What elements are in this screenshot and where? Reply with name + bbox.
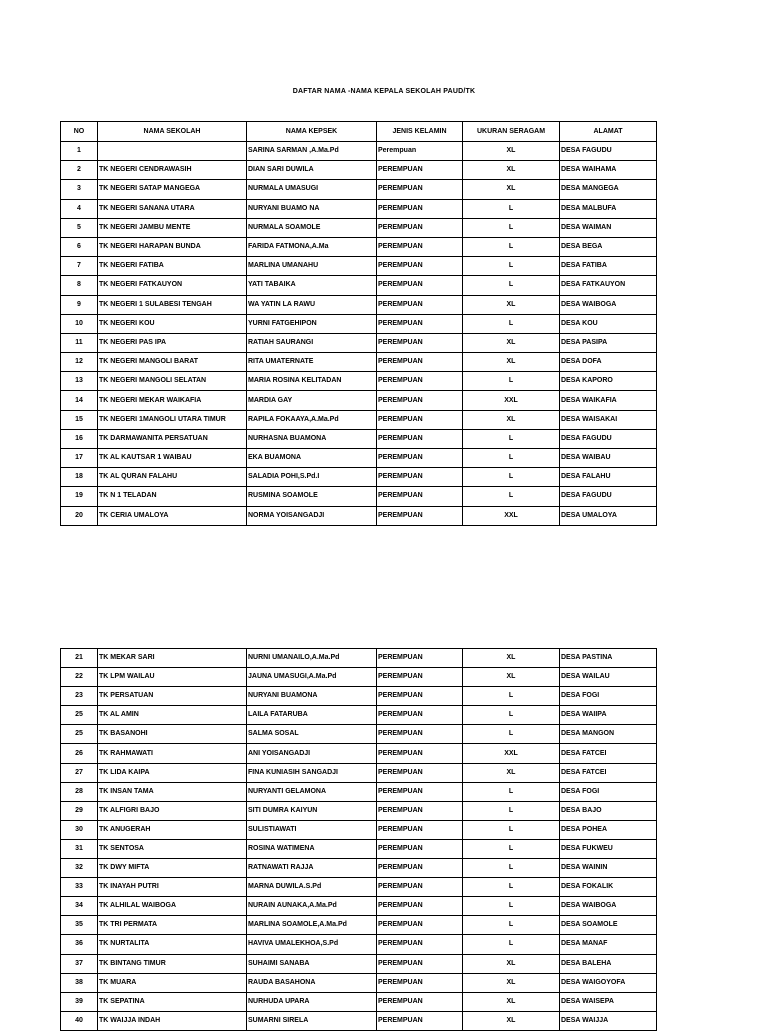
cell-uniform-size: XL — [463, 142, 560, 161]
cell-no: 37 — [61, 954, 98, 973]
cell-no: 28 — [61, 782, 98, 801]
cell-principal-name: RAUDA BASAHONA — [247, 973, 377, 992]
table-row — [61, 820, 657, 839]
cell-principal-name: DIAN SARI DUWILA — [247, 161, 377, 180]
cell-gender: PEREMPUAN — [377, 180, 463, 199]
cell-gender: PEREMPUAN — [377, 429, 463, 448]
cell-no: 12 — [61, 353, 98, 372]
table-row — [61, 801, 657, 820]
cell-school-name: TK NEGERI 1 SULABESI TENGAH — [98, 295, 247, 314]
table-row — [61, 859, 657, 878]
cell-uniform-size: XL — [463, 333, 560, 352]
cell-principal-name: NURYANTI GELAMONA — [247, 782, 377, 801]
cell-principal-name: MARLINA SOAMOLE,A.Ma.Pd — [247, 916, 377, 935]
cell-school-name: TK LIDA KAIPA — [98, 763, 247, 782]
cell-uniform-size: XL — [463, 1011, 560, 1030]
cell-principal-name: NURMALA UMASUGI — [247, 180, 377, 199]
cell-gender: PEREMPUAN — [377, 276, 463, 295]
table-row — [61, 487, 657, 506]
cell-principal-name: NURMALA SOAMOLE — [247, 218, 377, 237]
cell-uniform-size: L — [463, 449, 560, 468]
cell-principal-name: LAILA FATARUBA — [247, 706, 377, 725]
cell-no: 2 — [61, 161, 98, 180]
cell-uniform-size: L — [463, 276, 560, 295]
cell-address: DESA PASTINA — [560, 649, 657, 668]
table-row — [61, 314, 657, 333]
cell-gender: PEREMPUAN — [377, 820, 463, 839]
cell-principal-name: MARLINA UMANAHU — [247, 257, 377, 276]
cell-uniform-size: L — [463, 199, 560, 218]
cell-principal-name: NURYANI BUAMO NA — [247, 199, 377, 218]
cell-school-name: TK NEGERI PAS IPA — [98, 333, 247, 352]
cell-no: 15 — [61, 410, 98, 429]
cell-school-name: TK RAHMAWATI — [98, 744, 247, 763]
cell-gender: Perempuan — [377, 142, 463, 161]
cell-no: 11 — [61, 333, 98, 352]
cell-school-name: TK DWY MIFTA — [98, 859, 247, 878]
cell-uniform-size: L — [463, 878, 560, 897]
cell-gender: PEREMPUAN — [377, 839, 463, 858]
cell-address: DESA MALBUFA — [560, 199, 657, 218]
cell-no: 17 — [61, 449, 98, 468]
cell-principal-name: YURNI FATGEHIPON — [247, 314, 377, 333]
cell-school-name: TK AL QURAN FALAHU — [98, 468, 247, 487]
table-row — [61, 237, 657, 256]
cell-uniform-size: L — [463, 237, 560, 256]
cell-address: DESA KOU — [560, 314, 657, 333]
table-row — [61, 468, 657, 487]
cell-address: DESA WAIBAU — [560, 449, 657, 468]
cell-principal-name: RUSMINA SOAMOLE — [247, 487, 377, 506]
cell-no: 1 — [61, 142, 98, 161]
cell-principal-name: NORMA YOISANGADJI — [247, 506, 377, 525]
cell-school-name: TK NURTALITA — [98, 935, 247, 954]
cell-no: 3 — [61, 180, 98, 199]
cell-gender: PEREMPUAN — [377, 1011, 463, 1030]
cell-gender: PEREMPUAN — [377, 801, 463, 820]
cell-gender: PEREMPUAN — [377, 333, 463, 352]
table-row — [61, 391, 657, 410]
cell-gender: PEREMPUAN — [377, 897, 463, 916]
cell-gender: PEREMPUAN — [377, 161, 463, 180]
table-row — [61, 180, 657, 199]
cell-gender: PEREMPUAN — [377, 935, 463, 954]
cell-uniform-size: XL — [463, 992, 560, 1011]
table-row — [61, 706, 657, 725]
table-row — [61, 897, 657, 916]
cell-gender: PEREMPUAN — [377, 468, 463, 487]
cell-principal-name: JAUNA UMASUGI,A.Ma.Pd — [247, 668, 377, 687]
cell-school-name: TK TRI PERMATA — [98, 916, 247, 935]
cell-school-name: TK ALFIGRI BAJO — [98, 801, 247, 820]
table-row — [61, 295, 657, 314]
cell-school-name: TK CERIA UMALOYA — [98, 506, 247, 525]
cell-gender: PEREMPUAN — [377, 237, 463, 256]
cell-uniform-size: XL — [463, 180, 560, 199]
table-header-row — [61, 122, 657, 142]
cell-address: DESA WAIKAFIA — [560, 391, 657, 410]
document-title: DAFTAR NAMA -NAMA KEPALA SEKOLAH PAUD/TK — [292, 88, 476, 95]
cell-uniform-size: XL — [463, 410, 560, 429]
cell-uniform-size: XL — [463, 668, 560, 687]
cell-principal-name: NURYANI BUAMONA — [247, 687, 377, 706]
cell-gender: PEREMPUAN — [377, 992, 463, 1011]
cell-uniform-size: L — [463, 429, 560, 448]
cell-school-name: TK INAYAH PUTRI — [98, 878, 247, 897]
cell-principal-name: NURHASNA BUAMONA — [247, 429, 377, 448]
table-row — [61, 782, 657, 801]
table-row — [61, 954, 657, 973]
cell-principal-name: SULISTIAWATI — [247, 820, 377, 839]
cell-school-name: TK N 1 TELADAN — [98, 487, 247, 506]
cell-school-name: TK MEKAR SARI — [98, 649, 247, 668]
cell-no: 9 — [61, 295, 98, 314]
cell-school-name — [98, 142, 247, 161]
cell-school-name: TK NEGERI FATKAUYON — [98, 276, 247, 295]
table-row — [61, 649, 657, 668]
principal-table-part-2 — [60, 648, 657, 1031]
cell-no: 40 — [61, 1011, 98, 1030]
cell-uniform-size: XL — [463, 295, 560, 314]
cell-uniform-size: XXL — [463, 744, 560, 763]
cell-gender: PEREMPUAN — [377, 487, 463, 506]
table-row — [61, 744, 657, 763]
cell-gender: PEREMPUAN — [377, 649, 463, 668]
cell-school-name: TK NEGERI MANGOLI SELATAN — [98, 372, 247, 391]
cell-address: DESA UMALOYA — [560, 506, 657, 525]
cell-gender: PEREMPUAN — [377, 295, 463, 314]
cell-principal-name: FINA KUNIASIH SANGADJI — [247, 763, 377, 782]
cell-address: DESA POHEA — [560, 820, 657, 839]
cell-gender: PEREMPUAN — [377, 506, 463, 525]
header-address: ALAMAT — [560, 122, 657, 142]
cell-no: 21 — [61, 649, 98, 668]
cell-school-name: TK NEGERI KOU — [98, 314, 247, 333]
cell-uniform-size: XL — [463, 353, 560, 372]
cell-uniform-size: XL — [463, 161, 560, 180]
cell-school-name: TK NEGERI CENDRAWASIH — [98, 161, 247, 180]
cell-school-name: TK NEGERI SANANA UTARA — [98, 199, 247, 218]
cell-no: 35 — [61, 916, 98, 935]
cell-no: 34 — [61, 897, 98, 916]
cell-principal-name: SARINA SARMAN ,A.Ma.Pd — [247, 142, 377, 161]
cell-gender: PEREMPUAN — [377, 763, 463, 782]
cell-address: DESA FOGI — [560, 782, 657, 801]
cell-address: DESA MANGON — [560, 725, 657, 744]
cell-principal-name: EKA BUAMONA — [247, 449, 377, 468]
cell-uniform-size: L — [463, 801, 560, 820]
header-principal-name: NAMA KEPSEK — [247, 122, 377, 142]
cell-address: DESA FATKAUYON — [560, 276, 657, 295]
cell-address: DESA WAILAU — [560, 668, 657, 687]
cell-address: DESA BEGA — [560, 237, 657, 256]
cell-uniform-size: L — [463, 706, 560, 725]
cell-uniform-size: L — [463, 257, 560, 276]
cell-no: 20 — [61, 506, 98, 525]
cell-address: DESA BALEHA — [560, 954, 657, 973]
cell-no: 30 — [61, 820, 98, 839]
cell-address: DESA WAISEPA — [560, 992, 657, 1011]
cell-address: DESA FATCEI — [560, 744, 657, 763]
cell-no: 33 — [61, 878, 98, 897]
cell-address: DESA WAIJJA — [560, 1011, 657, 1030]
cell-no: 23 — [61, 687, 98, 706]
cell-gender: PEREMPUAN — [377, 410, 463, 429]
cell-uniform-size: L — [463, 314, 560, 333]
cell-address: DESA KAPORO — [560, 372, 657, 391]
table-row — [61, 687, 657, 706]
cell-principal-name: MARDIA GAY — [247, 391, 377, 410]
table-row — [61, 429, 657, 448]
cell-school-name: TK NEGERI 1MANGOLI UTARA TIMUR — [98, 410, 247, 429]
cell-no: 18 — [61, 468, 98, 487]
cell-principal-name: SITI DUMRA KAIYUN — [247, 801, 377, 820]
cell-uniform-size: L — [463, 782, 560, 801]
table-row — [61, 353, 657, 372]
cell-address: DESA WAIHAMA — [560, 161, 657, 180]
cell-gender: PEREMPUAN — [377, 257, 463, 276]
header-uniform-size: UKURAN SERAGAM — [463, 122, 560, 142]
cell-address: DESA FUKWEU — [560, 839, 657, 858]
cell-address: DESA MANGEGA — [560, 180, 657, 199]
cell-uniform-size: L — [463, 839, 560, 858]
cell-principal-name: ROSINA WATIMENA — [247, 839, 377, 858]
cell-no: 26 — [61, 744, 98, 763]
table-row — [61, 506, 657, 525]
cell-no: 29 — [61, 801, 98, 820]
cell-uniform-size: L — [463, 725, 560, 744]
cell-no: 22 — [61, 668, 98, 687]
cell-school-name: TK DARMAWANITA PERSATUAN — [98, 429, 247, 448]
cell-principal-name: RAPILA FOKAAYA,A.Ma.Pd — [247, 410, 377, 429]
cell-principal-name: HAVIVA UMALEKHOA,S.Pd — [247, 935, 377, 954]
cell-uniform-size: L — [463, 859, 560, 878]
table-row — [61, 257, 657, 276]
table-row — [61, 142, 657, 161]
cell-principal-name: NURNI UMANAILO,A.Ma.Pd — [247, 649, 377, 668]
cell-uniform-size: L — [463, 935, 560, 954]
cell-school-name: TK WAIJJA INDAH — [98, 1011, 247, 1030]
cell-address: DESA FOGI — [560, 687, 657, 706]
cell-school-name: TK ALHILAL WAIBOGA — [98, 897, 247, 916]
cell-address: DESA DOFA — [560, 353, 657, 372]
cell-uniform-size: L — [463, 916, 560, 935]
table-row — [61, 199, 657, 218]
cell-no: 32 — [61, 859, 98, 878]
cell-uniform-size: XL — [463, 649, 560, 668]
cell-principal-name: MARNA DUWILA.S.Pd — [247, 878, 377, 897]
table-row — [61, 668, 657, 687]
cell-no: 38 — [61, 973, 98, 992]
table-row — [61, 992, 657, 1011]
cell-address: DESA WAIGOYOFA — [560, 973, 657, 992]
cell-address: DESA MANAF — [560, 935, 657, 954]
cell-principal-name: ANI YOISANGADJI — [247, 744, 377, 763]
cell-no: 13 — [61, 372, 98, 391]
cell-no: 19 — [61, 487, 98, 506]
cell-principal-name: MARIA ROSINA KELITADAN — [247, 372, 377, 391]
cell-uniform-size: XL — [463, 954, 560, 973]
table-row — [61, 935, 657, 954]
table-row — [61, 763, 657, 782]
table-row — [61, 161, 657, 180]
table-row — [61, 333, 657, 352]
cell-gender: PEREMPUAN — [377, 687, 463, 706]
cell-school-name: TK NEGERI FATIBA — [98, 257, 247, 276]
cell-no: 14 — [61, 391, 98, 410]
cell-school-name: TK MUARA — [98, 973, 247, 992]
cell-no: 25 — [61, 706, 98, 725]
cell-no: 36 — [61, 935, 98, 954]
cell-address: DESA SOAMOLE — [560, 916, 657, 935]
cell-school-name: TK BASANOHI — [98, 725, 247, 744]
cell-address: DESA WAIMAN — [560, 218, 657, 237]
cell-uniform-size: XL — [463, 973, 560, 992]
cell-address: DESA FALAHU — [560, 468, 657, 487]
cell-gender: PEREMPUAN — [377, 449, 463, 468]
cell-school-name: TK PERSATUAN — [98, 687, 247, 706]
cell-gender: PEREMPUAN — [377, 744, 463, 763]
cell-gender: PEREMPUAN — [377, 954, 463, 973]
cell-principal-name: NURHUDA UPARA — [247, 992, 377, 1011]
cell-uniform-size: L — [463, 218, 560, 237]
cell-school-name: TK BINTANG TIMUR — [98, 954, 247, 973]
cell-no: 5 — [61, 218, 98, 237]
cell-principal-name: YATI TABAIKA — [247, 276, 377, 295]
cell-no: 25 — [61, 725, 98, 744]
cell-gender: PEREMPUAN — [377, 973, 463, 992]
cell-school-name: TK SENTOSA — [98, 839, 247, 858]
table-row — [61, 878, 657, 897]
table-row — [61, 916, 657, 935]
table-row — [61, 1011, 657, 1030]
cell-school-name: TK NEGERI SATAP MANGEGA — [98, 180, 247, 199]
cell-uniform-size: L — [463, 687, 560, 706]
cell-school-name: TK INSAN TAMA — [98, 782, 247, 801]
cell-principal-name: FARIDA FATMONA,A.Ma — [247, 237, 377, 256]
cell-address: DESA BAJO — [560, 801, 657, 820]
cell-principal-name: SALMA SOSAL — [247, 725, 377, 744]
header-no: NO — [61, 122, 98, 142]
cell-address: DESA PASIPA — [560, 333, 657, 352]
cell-uniform-size: XXL — [463, 391, 560, 410]
cell-school-name: TK NEGERI MEKAR WAIKAFIA — [98, 391, 247, 410]
cell-address: DESA FATIBA — [560, 257, 657, 276]
cell-address: DESA WAIBOGA — [560, 897, 657, 916]
table-row — [61, 973, 657, 992]
cell-principal-name: RITA UMATERNATE — [247, 353, 377, 372]
table-row — [61, 449, 657, 468]
cell-address: DESA WAISAKAI — [560, 410, 657, 429]
cell-school-name: TK SEPATINA — [98, 992, 247, 1011]
cell-principal-name: WA YATIN LA RAWU — [247, 295, 377, 314]
cell-uniform-size: L — [463, 468, 560, 487]
cell-gender: PEREMPUAN — [377, 859, 463, 878]
cell-school-name: TK AL KAUTSAR 1 WAIBAU — [98, 449, 247, 468]
cell-principal-name: RATNAWATI RAJJA — [247, 859, 377, 878]
cell-gender: PEREMPUAN — [377, 391, 463, 410]
cell-school-name: TK AL AMIN — [98, 706, 247, 725]
cell-address: DESA WAININ — [560, 859, 657, 878]
cell-address: DESA FOKALIK — [560, 878, 657, 897]
cell-gender: PEREMPUAN — [377, 725, 463, 744]
cell-school-name: TK NEGERI MANGOLI BARAT — [98, 353, 247, 372]
cell-gender: PEREMPUAN — [377, 353, 463, 372]
cell-gender: PEREMPUAN — [377, 372, 463, 391]
cell-no: 31 — [61, 839, 98, 858]
header-school-name: NAMA SEKOLAH — [98, 122, 247, 142]
table-row — [61, 410, 657, 429]
cell-principal-name: SUMARNI SIRELA — [247, 1011, 377, 1030]
cell-address: DESA FAGUDU — [560, 429, 657, 448]
cell-no: 27 — [61, 763, 98, 782]
cell-uniform-size: L — [463, 372, 560, 391]
cell-gender: PEREMPUAN — [377, 916, 463, 935]
cell-gender: PEREMPUAN — [377, 314, 463, 333]
cell-uniform-size: L — [463, 487, 560, 506]
cell-uniform-size: XL — [463, 763, 560, 782]
table-row — [61, 276, 657, 295]
cell-address: DESA WAIBOGA — [560, 295, 657, 314]
table-row — [61, 218, 657, 237]
cell-uniform-size: L — [463, 820, 560, 839]
table-row — [61, 725, 657, 744]
cell-address: DESA WAIIPA — [560, 706, 657, 725]
cell-principal-name: SALADIA POHI,S.Pd.I — [247, 468, 377, 487]
cell-principal-name: RATIAH SAURANGI — [247, 333, 377, 352]
cell-no: 10 — [61, 314, 98, 333]
cell-school-name: TK NEGERI JAMBU MENTE — [98, 218, 247, 237]
cell-no: 6 — [61, 237, 98, 256]
cell-gender: PEREMPUAN — [377, 782, 463, 801]
principal-table-part-1 — [60, 121, 657, 526]
cell-principal-name: NURAIN AUNAKA,A.Ma.Pd — [247, 897, 377, 916]
cell-address: DESA FAGUDU — [560, 487, 657, 506]
cell-no: 7 — [61, 257, 98, 276]
cell-gender: PEREMPUAN — [377, 199, 463, 218]
cell-address: DESA FATCEI — [560, 763, 657, 782]
cell-uniform-size: XXL — [463, 506, 560, 525]
cell-school-name: TK LPM WAILAU — [98, 668, 247, 687]
cell-school-name: TK NEGERI HARAPAN BUNDA — [98, 237, 247, 256]
cell-gender: PEREMPUAN — [377, 706, 463, 725]
table-row — [61, 372, 657, 391]
cell-no: 8 — [61, 276, 98, 295]
cell-gender: PEREMPUAN — [377, 668, 463, 687]
cell-school-name: TK ANUGERAH — [98, 820, 247, 839]
cell-gender: PEREMPUAN — [377, 878, 463, 897]
header-gender: JENIS KELAMIN — [377, 122, 463, 142]
cell-no: 16 — [61, 429, 98, 448]
cell-no: 4 — [61, 199, 98, 218]
cell-address: DESA FAGUDU — [560, 142, 657, 161]
cell-no: 39 — [61, 992, 98, 1011]
table-row — [61, 839, 657, 858]
cell-gender: PEREMPUAN — [377, 218, 463, 237]
cell-uniform-size: L — [463, 897, 560, 916]
cell-principal-name: SUHAIMI SANABA — [247, 954, 377, 973]
